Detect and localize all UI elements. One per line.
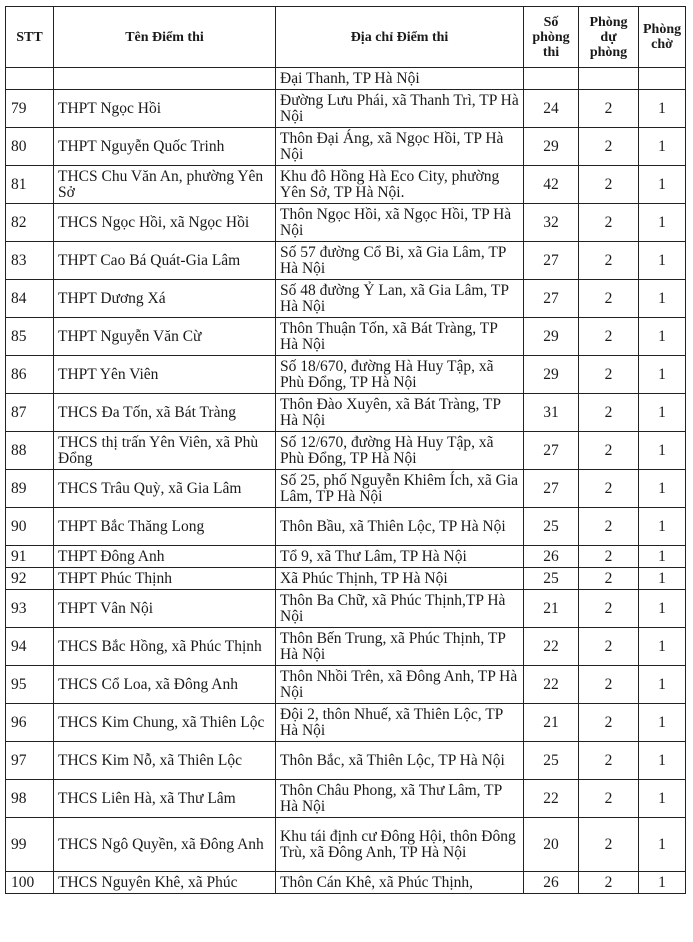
header-waiting: Phòng chờ xyxy=(639,7,686,68)
table-row xyxy=(6,704,686,742)
cell-stt: 92 xyxy=(6,568,54,590)
cell-rooms: 26 xyxy=(524,546,579,568)
cell-stt: 86 xyxy=(6,356,54,394)
cell-rooms: 22 xyxy=(524,666,579,704)
cell-reserve: 2 xyxy=(579,166,639,204)
cell-waiting: 1 xyxy=(639,546,686,568)
cell-rooms: 27 xyxy=(524,432,579,470)
cell-reserve: 2 xyxy=(579,318,639,356)
cell-waiting: 1 xyxy=(639,590,686,628)
cell-rooms: 27 xyxy=(524,280,579,318)
table-row xyxy=(6,394,686,432)
cell-reserve: 2 xyxy=(579,872,639,894)
cell-waiting: 1 xyxy=(639,242,686,280)
cell-stt: 90 xyxy=(6,508,54,546)
cell-stt: 93 xyxy=(6,590,54,628)
cell-address: Thôn Cán Khê, xã Phúc Thịnh, xyxy=(276,872,524,894)
continuation-waiting xyxy=(639,68,686,90)
cell-name: THCS Chu Văn An, phường Yên Sở xyxy=(54,166,276,204)
cell-address: Số 25, phố Nguyễn Khiêm Ích, xã Gia Lâm, TP Hà Nội xyxy=(276,470,524,508)
table-row xyxy=(6,318,686,356)
cell-address: Thôn Thuận Tốn, xã Bát Tràng, TP Hà Nội xyxy=(276,318,524,356)
cell-rooms: 24 xyxy=(524,90,579,128)
cell-name: THPT Yên Viên xyxy=(54,356,276,394)
table-row xyxy=(6,546,686,568)
cell-reserve: 2 xyxy=(579,666,639,704)
cell-reserve: 2 xyxy=(579,546,639,568)
cell-rooms: 29 xyxy=(524,128,579,166)
cell-rooms: 25 xyxy=(524,508,579,546)
cell-name: THPT Dương Xá xyxy=(54,280,276,318)
table-row xyxy=(6,818,686,872)
cell-rooms: 21 xyxy=(524,590,579,628)
cell-reserve: 2 xyxy=(579,780,639,818)
cell-name: THPT Phúc Thịnh xyxy=(54,568,276,590)
cell-name: THPT Nguyễn Văn Cừ xyxy=(54,318,276,356)
cell-address: Thôn Bắc, xã Thiên Lộc, TP Hà Nội xyxy=(276,742,524,780)
cell-address: Thôn Ba Chữ, xã Phúc Thịnh,TP Hà Nội xyxy=(276,590,524,628)
cell-address: Số 18/670, đường Hà Huy Tập, xã Phù Đổng, TP Hà Nội xyxy=(276,356,524,394)
cell-reserve: 2 xyxy=(579,280,639,318)
cell-stt: 95 xyxy=(6,666,54,704)
cell-waiting: 1 xyxy=(639,128,686,166)
cell-waiting: 1 xyxy=(639,872,686,894)
cell-reserve: 2 xyxy=(579,90,639,128)
continuation-rooms xyxy=(524,68,579,90)
continuation-name xyxy=(54,68,276,90)
cell-waiting: 1 xyxy=(639,666,686,704)
cell-reserve: 2 xyxy=(579,432,639,470)
cell-stt: 81 xyxy=(6,166,54,204)
cell-waiting: 1 xyxy=(639,166,686,204)
cell-address: Thôn Ngọc Hồi, xã Ngọc Hồi, TP Hà Nội xyxy=(276,204,524,242)
cell-waiting: 1 xyxy=(639,508,686,546)
cell-stt: 91 xyxy=(6,546,54,568)
header-reserve: Phòng dự phòng xyxy=(579,7,639,68)
cell-reserve: 2 xyxy=(579,508,639,546)
cell-stt: 94 xyxy=(6,628,54,666)
cell-name: THCS Nguyên Khê, xã Phúc xyxy=(54,872,276,894)
cell-name: THPT Vân Nội xyxy=(54,590,276,628)
cell-stt: 79 xyxy=(6,90,54,128)
cell-address: Thôn Đào Xuyên, xã Bát Tràng, TP Hà Nội xyxy=(276,394,524,432)
table-row xyxy=(6,872,686,894)
table-row xyxy=(6,590,686,628)
header-name: Tên Điểm thi xyxy=(54,7,276,68)
cell-address: Thôn Châu Phong, xã Thư Lâm, TP Hà Nội xyxy=(276,780,524,818)
cell-name: THPT Đông Anh xyxy=(54,546,276,568)
cell-waiting: 1 xyxy=(639,280,686,318)
cell-reserve: 2 xyxy=(579,742,639,780)
cell-name: THPT Cao Bá Quát-Gia Lâm xyxy=(54,242,276,280)
cell-rooms: 26 xyxy=(524,872,579,894)
cell-address: Thôn Đại Áng, xã Ngọc Hồi, TP Hà Nội xyxy=(276,128,524,166)
cell-name: THCS thị trấn Yên Viên, xã Phù Đổng xyxy=(54,432,276,470)
cell-waiting: 1 xyxy=(639,780,686,818)
header-rooms: Số phòng thi xyxy=(524,7,579,68)
cell-rooms: 27 xyxy=(524,242,579,280)
cell-stt: 87 xyxy=(6,394,54,432)
cell-address: Thôn Bầu, xã Thiên Lộc, TP Hà Nội xyxy=(276,508,524,546)
cell-stt: 89 xyxy=(6,470,54,508)
cell-address: Khu đô Hồng Hà Eco City, phường Yên Sở, TP Hà Nội. xyxy=(276,166,524,204)
continuation-row xyxy=(6,68,686,90)
cell-waiting: 1 xyxy=(639,628,686,666)
table-row xyxy=(6,666,686,704)
cell-rooms: 22 xyxy=(524,780,579,818)
cell-name: THCS Trâu Quỳ, xã Gia Lâm xyxy=(54,470,276,508)
cell-stt: 99 xyxy=(6,818,54,872)
cell-waiting: 1 xyxy=(639,704,686,742)
table-row xyxy=(6,780,686,818)
cell-stt: 85 xyxy=(6,318,54,356)
cell-waiting: 1 xyxy=(639,394,686,432)
cell-name: THCS Bắc Hồng, xã Phúc Thịnh xyxy=(54,628,276,666)
table-row xyxy=(6,470,686,508)
cell-rooms: 21 xyxy=(524,704,579,742)
table-row xyxy=(6,508,686,546)
cell-stt: 100 xyxy=(6,872,54,894)
cell-rooms: 22 xyxy=(524,628,579,666)
table-row xyxy=(6,166,686,204)
continuation-stt xyxy=(6,68,54,90)
cell-stt: 84 xyxy=(6,280,54,318)
cell-address: Tổ 9, xã Thư Lâm, TP Hà Nội xyxy=(276,546,524,568)
cell-reserve: 2 xyxy=(579,242,639,280)
cell-waiting: 1 xyxy=(639,318,686,356)
cell-name: THCS Cổ Loa, xã Đông Anh xyxy=(54,666,276,704)
cell-name: THCS Liên Hà, xã Thư Lâm xyxy=(54,780,276,818)
cell-name: THCS Đa Tốn, xã Bát Tràng xyxy=(54,394,276,432)
cell-name: THPT Bắc Thăng Long xyxy=(54,508,276,546)
table-row xyxy=(6,90,686,128)
cell-waiting: 1 xyxy=(639,568,686,590)
cell-stt: 98 xyxy=(6,780,54,818)
cell-reserve: 2 xyxy=(579,590,639,628)
table-row xyxy=(6,204,686,242)
cell-reserve: 2 xyxy=(579,204,639,242)
table-header-row xyxy=(6,7,686,68)
cell-stt: 96 xyxy=(6,704,54,742)
exam-sites-page xyxy=(5,6,685,894)
cell-waiting: 1 xyxy=(639,818,686,872)
cell-waiting: 1 xyxy=(639,432,686,470)
cell-reserve: 2 xyxy=(579,394,639,432)
cell-address: Xã Phúc Thịnh, TP Hà Nội xyxy=(276,568,524,590)
cell-stt: 83 xyxy=(6,242,54,280)
cell-rooms: 29 xyxy=(524,356,579,394)
cell-name: THCS Ngô Quyền, xã Đông Anh xyxy=(54,818,276,872)
cell-address: Khu tái định cư Đông Hội, thôn Đông Trù, xã Đông Anh, TP Hà Nội xyxy=(276,818,524,872)
cell-waiting: 1 xyxy=(639,742,686,780)
cell-stt: 88 xyxy=(6,432,54,470)
table-row xyxy=(6,742,686,780)
cell-rooms: 29 xyxy=(524,318,579,356)
cell-address: Thôn Nhồi Trên, xã Đông Anh, TP Hà Nội xyxy=(276,666,524,704)
table-row xyxy=(6,280,686,318)
cell-waiting: 1 xyxy=(639,470,686,508)
cell-rooms: 31 xyxy=(524,394,579,432)
cell-stt: 97 xyxy=(6,742,54,780)
cell-address: Số 48 đường Ỷ Lan, xã Gia Lâm, TP Hà Nội xyxy=(276,280,524,318)
table-row xyxy=(6,628,686,666)
table-row xyxy=(6,568,686,590)
cell-waiting: 1 xyxy=(639,90,686,128)
cell-rooms: 27 xyxy=(524,470,579,508)
cell-stt: 80 xyxy=(6,128,54,166)
cell-name: THCS Ngọc Hồi, xã Ngọc Hồi xyxy=(54,204,276,242)
cell-address: Đường Lưu Phái, xã Thanh Trì, TP Hà Nội xyxy=(276,90,524,128)
cell-address: Số 57 đường Cổ Bi, xã Gia Lâm, TP Hà Nội xyxy=(276,242,524,280)
continuation-address: Đại Thanh, TP Hà Nội xyxy=(276,68,524,90)
table-row xyxy=(6,356,686,394)
cell-rooms: 42 xyxy=(524,166,579,204)
cell-rooms: 25 xyxy=(524,568,579,590)
cell-address: Thôn Bến Trung, xã Phúc Thịnh, TP Hà Nội xyxy=(276,628,524,666)
cell-name: THCS Kim Nỗ, xã Thiên Lộc xyxy=(54,742,276,780)
cell-stt: 82 xyxy=(6,204,54,242)
cell-waiting: 1 xyxy=(639,204,686,242)
cell-name: THPT Nguyễn Quốc Trinh xyxy=(54,128,276,166)
cell-address: Số 12/670, đường Hà Huy Tập, xã Phù Đổng, TP Hà Nội xyxy=(276,432,524,470)
table-row xyxy=(6,242,686,280)
cell-reserve: 2 xyxy=(579,628,639,666)
cell-rooms: 32 xyxy=(524,204,579,242)
cell-reserve: 2 xyxy=(579,568,639,590)
cell-reserve: 2 xyxy=(579,470,639,508)
cell-name: THPT Ngọc Hồi xyxy=(54,90,276,128)
table-row xyxy=(6,432,686,470)
cell-rooms: 20 xyxy=(524,818,579,872)
cell-rooms: 25 xyxy=(524,742,579,780)
cell-reserve: 2 xyxy=(579,128,639,166)
table-row xyxy=(6,128,686,166)
exam-sites-table xyxy=(5,6,686,894)
header-address: Địa chỉ Điểm thi xyxy=(276,7,524,68)
cell-name: THCS Kim Chung, xã Thiên Lộc xyxy=(54,704,276,742)
cell-reserve: 2 xyxy=(579,818,639,872)
cell-reserve: 2 xyxy=(579,704,639,742)
header-stt: STT xyxy=(6,7,54,68)
cell-address: Đội 2, thôn Nhuế, xã Thiên Lộc, TP Hà Nội xyxy=(276,704,524,742)
cell-waiting: 1 xyxy=(639,356,686,394)
continuation-reserve xyxy=(579,68,639,90)
cell-reserve: 2 xyxy=(579,356,639,394)
